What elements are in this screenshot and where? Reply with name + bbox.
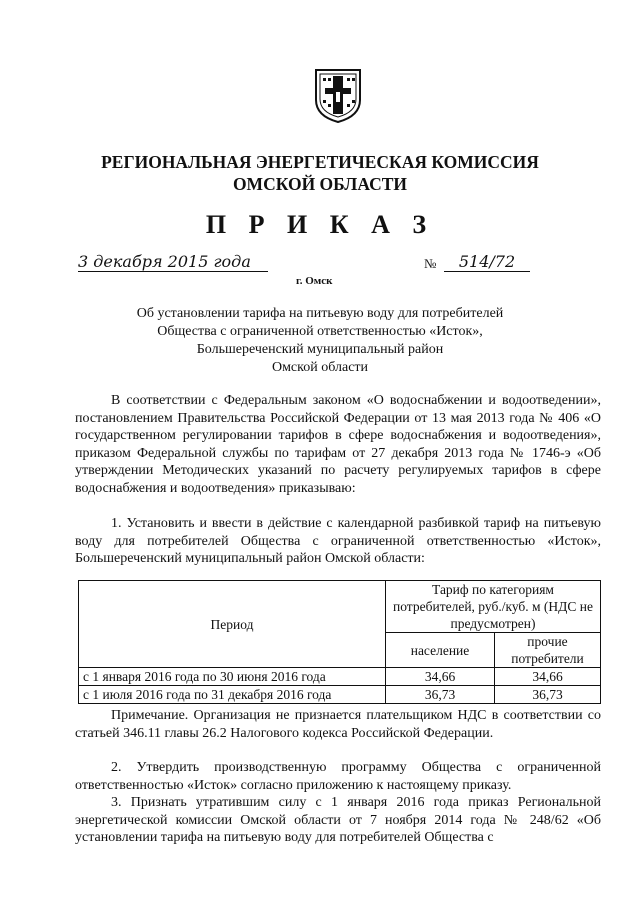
order-number-handwritten: 514/72 bbox=[444, 252, 530, 272]
header-population: население bbox=[386, 633, 495, 668]
subject-line: Общества с ограниченной ответственностью «Исток», bbox=[157, 324, 483, 339]
row-other-value: 34,66 bbox=[495, 668, 601, 686]
subject-line: Большереченский муниципальный район bbox=[196, 342, 444, 357]
city-label: г. Омск bbox=[296, 275, 333, 287]
organization-name-line2: ОМСКОЙ ОБЛАСТИ bbox=[232, 174, 408, 194]
note-paragraph: Примечание. Организация не признается плательщиком НДС в соответствии со статьей 346.11 главы 26.2 Налогового кодекса Российской Федерации. bbox=[75, 708, 601, 741]
table-row bbox=[79, 668, 601, 686]
order-number-prefix: № bbox=[424, 256, 437, 271]
preamble-paragraph: В соответствии с Федеральным законом «О водоснабжении и водоотведении», постановлением Правительства Российской Федерации от 13 мая 2013 года № 406 «О государственном регулировании тарифов в сфере водоснабжения и водоотведения», приказом Федеральной службы по тарифам от 27 декабря 2013 года № 1746-э «Об утверждении Методических указаний по расчету регулируемых тарифов в сфере водоснабжения и водоотведения» приказываю: bbox=[75, 393, 601, 496]
subject-line: Омской области bbox=[271, 360, 369, 375]
item-3-paragraph: 3. Признать утратившим силу с 1 января 2016 года приказ Региональной энергетической комиссии Омской области от 7 ноября 2014 года № 248/62 «Об установлении тарифа на питьевую воду для потребителей Общества с bbox=[75, 795, 601, 845]
order-date-handwritten: 3 декабря 2015 года bbox=[78, 252, 268, 272]
document-type-title: П Р И К А З bbox=[205, 210, 435, 239]
row-period: с 1 июля 2016 года по 31 декабря 2016 года bbox=[79, 686, 386, 704]
item-2-paragraph: 2. Утвердить производственную программу Общества с ограниченной ответственностью «Исток» согласно приложению к настоящему приказу. bbox=[75, 760, 601, 793]
header-period: Период bbox=[79, 581, 386, 668]
coat-of-arms-emblem bbox=[313, 66, 363, 124]
row-population-value: 36,73 bbox=[386, 686, 495, 704]
row-other-value: 36,73 bbox=[495, 686, 601, 704]
header-tariff: Тариф по категориям потребителей, руб./куб. м (НДС не предусмотрен) bbox=[386, 581, 601, 633]
tariff-table bbox=[78, 580, 601, 704]
row-population-value: 34,66 bbox=[386, 668, 495, 686]
subject-line: Об установлении тарифа на питьевую воду для потребителей bbox=[136, 306, 504, 321]
organization-name-line1: РЕГИОНАЛЬНАЯ ЭНЕРГЕТИЧЕСКАЯ КОМИССИЯ bbox=[101, 152, 539, 172]
table-row bbox=[79, 686, 601, 704]
row-period: с 1 января 2016 года по 30 июня 2016 года bbox=[79, 668, 386, 686]
item-1-paragraph: 1. Установить и ввести в действие с календарной разбивкой тариф на питьевую воду для потребителей Общества с ограниченной ответственностью «Исток», Большереченский муниципальный район Омской области: bbox=[75, 516, 601, 566]
table-header-row bbox=[79, 581, 601, 633]
header-other-consumers: прочие потребители bbox=[495, 633, 601, 668]
